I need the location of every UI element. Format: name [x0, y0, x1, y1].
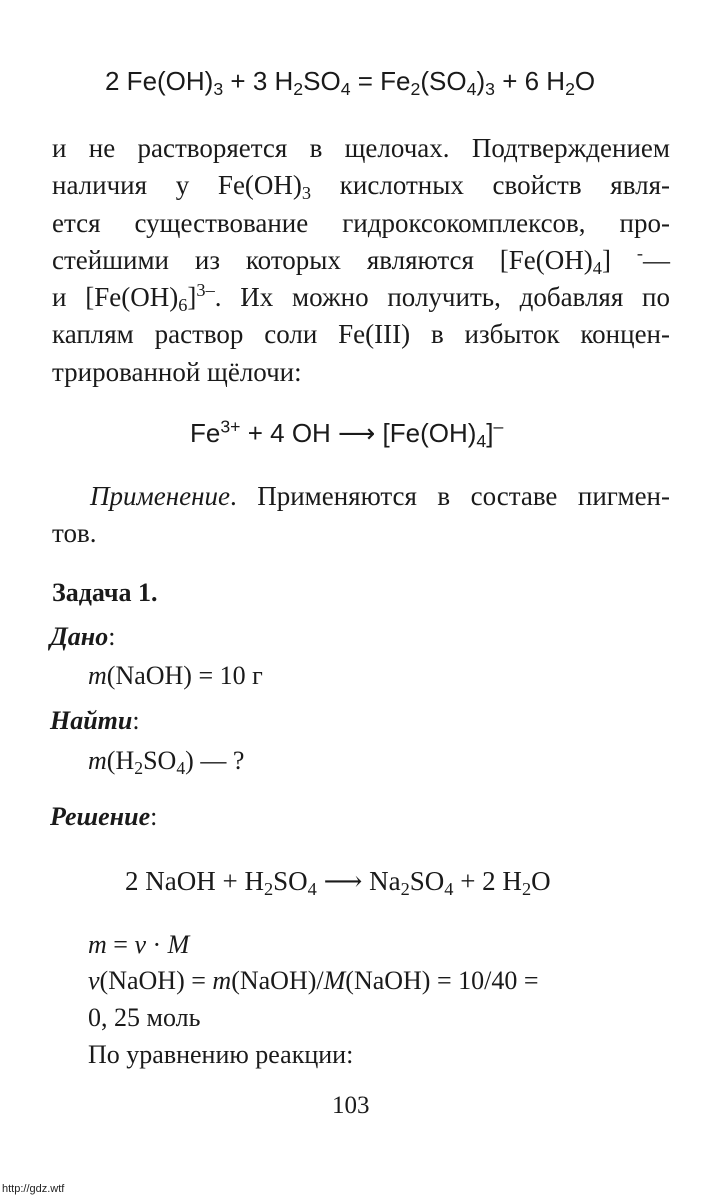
given-label	[50, 622, 115, 652]
closing-line: По уравнению реакции:	[88, 1040, 354, 1069]
solution-label	[50, 802, 157, 832]
eq-subscript: 4	[476, 430, 487, 451]
colon: :	[132, 706, 140, 735]
eq-term: 2 Fe(OH)	[105, 66, 214, 96]
eq-term: + 3 H	[223, 66, 294, 96]
eq-term: + 4 OH ⟶ [Fe(OH)	[240, 418, 477, 448]
eq-subscript: 4	[466, 78, 477, 99]
paragraph-line: тов.	[52, 518, 97, 549]
eq-superscript: 3+	[220, 416, 241, 437]
result-line: 0, 25 моль	[88, 1003, 201, 1032]
formula-mass-definition	[88, 930, 189, 960]
paragraph-amphoteric-properties	[52, 130, 670, 391]
superscript: 3–	[196, 280, 215, 301]
eq-term: SO	[409, 866, 445, 896]
eq-term: O	[574, 66, 596, 96]
task-title: Задача 1.	[52, 578, 158, 607]
eq-subscript: 3	[213, 78, 224, 99]
equation-iron-hydroxide-sulfuric-acid	[105, 66, 595, 97]
eq-term: SO	[303, 66, 341, 96]
text-run: . Их можно получить, добавляя по	[214, 282, 670, 313]
mass-symbol: m	[88, 746, 107, 775]
text-run: ) — ?	[185, 746, 245, 775]
find-label	[50, 706, 140, 736]
eq-subscript: 2	[410, 78, 421, 99]
paragraph-line: и не растворяется в щелочах. Подтверждением	[52, 133, 670, 163]
eq-subscript: 2	[293, 78, 304, 99]
given-value-text: (NaOH) = 10 г	[106, 661, 263, 690]
text-run: и [Fe(OH)	[52, 282, 179, 313]
text-run: стейшими из которых являются [Fe(OH)	[52, 244, 593, 275]
amount-symbol: ν	[134, 930, 146, 959]
eq-term: Fe	[190, 418, 221, 448]
text-run: ]	[601, 244, 637, 275]
eq-term: )	[476, 66, 486, 96]
eq-term: + 2 H	[453, 866, 522, 896]
eq-term: (SO	[420, 66, 467, 96]
eq-superscript: –	[493, 416, 504, 437]
equation-hydroxo-complex	[190, 418, 503, 449]
text-run: (NaOH)/	[231, 966, 324, 995]
mass-symbol: m	[212, 966, 232, 995]
text-run: наличия у Fe(OH)	[52, 170, 302, 201]
eq-term: O	[531, 866, 551, 896]
equation-naoh-sulfuric-acid	[125, 866, 551, 900]
subscript: 4	[592, 258, 602, 279]
colon: :	[150, 802, 158, 831]
eq-subscript: 3	[485, 78, 495, 99]
text-run: —	[643, 244, 670, 275]
colon: :	[108, 622, 116, 651]
eq-subscript: 2	[400, 879, 410, 900]
text-run: SO	[143, 746, 177, 775]
mass-symbol: m	[88, 930, 107, 959]
paragraph-line: ется существование гидроксокомплексов, про-	[52, 207, 670, 238]
application-label: Применение	[90, 481, 230, 511]
paragraph-application	[52, 478, 670, 553]
text-run: (NaOH) =	[99, 966, 213, 995]
amount-symbol: ν	[88, 966, 100, 995]
text-run: (NaOH) = 10/40 =	[345, 966, 539, 995]
text-run: . Применяются в составе пигмен-	[229, 481, 670, 511]
eq-term: + 6 H	[494, 66, 566, 96]
superscript: -	[636, 242, 643, 263]
eq-subscript: 2	[263, 879, 274, 900]
eq-term: ⟶ Na	[316, 866, 401, 896]
text-run: кислотных свойств явля-	[311, 170, 670, 201]
eq-subscript: 4	[307, 879, 317, 900]
eq-subscript: 2	[521, 879, 532, 900]
find-value	[88, 746, 244, 776]
page-number: 103	[332, 1092, 370, 1119]
eq-term: ]	[486, 418, 494, 448]
eq-term: = Fe	[350, 66, 411, 96]
given-value	[88, 661, 263, 691]
find-label-text: Найти	[50, 706, 133, 735]
paragraph-line	[52, 478, 670, 515]
solution-label-text: Решение	[50, 802, 151, 831]
eq-term: 2 NaOH + H	[125, 866, 264, 896]
paragraph-line	[52, 167, 670, 204]
text-run: (H	[106, 746, 135, 775]
multiply-dot: ·	[146, 930, 168, 959]
text-run: ]	[187, 282, 197, 313]
eq-subscript: 4	[340, 78, 351, 99]
eq-term: SO	[273, 866, 308, 896]
subscript: 2	[134, 757, 144, 778]
paragraph-line: каплям раствор соли Fe(III) в избыток концен-	[52, 319, 670, 350]
mass-symbol: m	[88, 661, 107, 690]
footer-url: http://gdz.wtf	[2, 1183, 65, 1195]
subscript: 6	[178, 295, 188, 316]
paragraph-line: трированной щёлочи:	[52, 356, 302, 387]
paragraph-line	[52, 279, 670, 316]
paragraph-line	[52, 242, 670, 279]
molar-mass-symbol: M	[323, 966, 346, 995]
eq-subscript: 2	[565, 78, 575, 99]
molar-mass-symbol: M	[167, 930, 190, 959]
equals-sign: =	[106, 930, 135, 959]
eq-subscript: 4	[444, 879, 454, 900]
formula-amount-calculation	[88, 966, 539, 996]
given-label-text: Дано	[50, 622, 109, 651]
subscript: 4	[176, 757, 186, 778]
subscript: 3	[301, 183, 312, 204]
